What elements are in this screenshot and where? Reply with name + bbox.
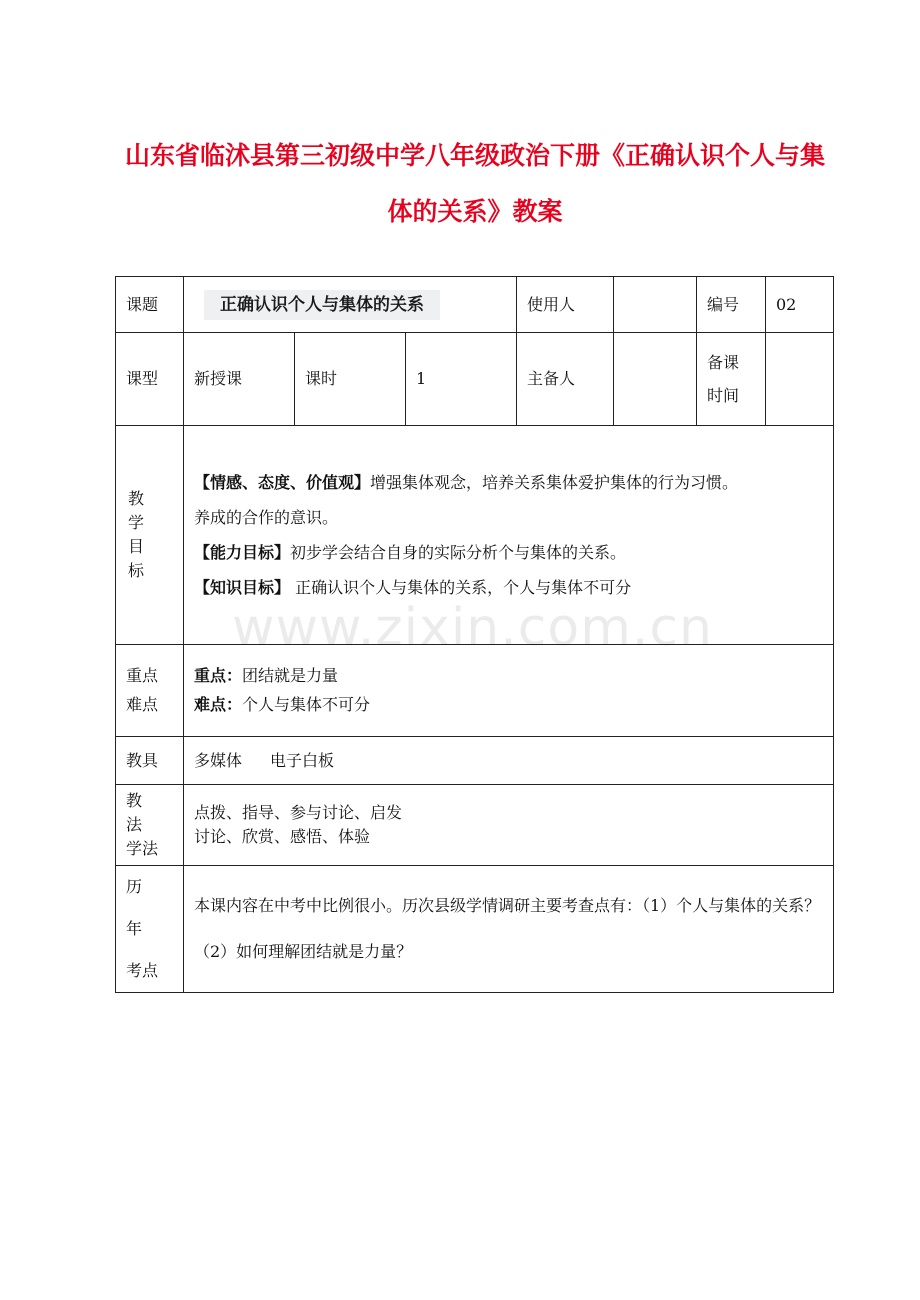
prep-time-label (697, 333, 766, 426)
row-keypoints (116, 645, 834, 737)
document-title-line-2: 体的关系》教案 (387, 197, 563, 226)
ability-tag: 【能力目标】 (194, 543, 291, 562)
user-value (614, 277, 697, 333)
tools-content (184, 737, 834, 785)
ability-text: 初步学会结合自身的实际分析个与集体的关系。 (290, 543, 627, 562)
methods-line-2: 讨论、欣赏、感悟、体验 (194, 827, 371, 846)
emotion-tag: 【情感、态度、价值观】 (194, 473, 371, 492)
preparer-value (614, 333, 697, 426)
exam-label (116, 866, 184, 993)
key-point (194, 664, 823, 688)
methods-line-1: 点拨、指导、参与讨论、启发 (194, 803, 403, 822)
watermark: www.zixin.com.cn (232, 598, 713, 658)
methods-label (116, 785, 184, 866)
keypoints-label-1: 重点 (126, 666, 159, 685)
tools-item-1: 多媒体 (194, 750, 243, 770)
prep-time-value (766, 333, 834, 426)
methods-content (184, 785, 834, 866)
topic-label: 课题 (116, 277, 184, 333)
type-value: 新授课 (184, 333, 295, 426)
keypoints-content (184, 645, 834, 737)
objectives-label-char-1: 教 (128, 489, 145, 508)
emotion-objective-cont: 养成的合作的意识。 (194, 508, 339, 527)
hard-text: 个人与集体不可分 (242, 695, 371, 714)
number-value: 02 (766, 277, 834, 333)
objectives-label-char-4: 标 (128, 561, 145, 580)
document-title-line-1: 山东省临沭县第三初级中学八年级政治下册《正确认识个人与集 (124, 141, 825, 170)
document-title (110, 128, 840, 240)
period-value: 1 (406, 333, 517, 426)
tools-label: 教具 (116, 737, 184, 785)
row-exam (116, 866, 834, 993)
row-objectives (116, 426, 834, 645)
methods-label-2: 学法 (126, 839, 159, 858)
keypoints-label (116, 645, 184, 737)
objectives-content (184, 426, 834, 645)
user-label: 使用人 (517, 277, 614, 333)
period-label: 课时 (295, 333, 406, 426)
key-tag: 重点： (194, 666, 243, 685)
methods-label-1: 教法 (126, 791, 153, 834)
row-tools (116, 737, 834, 785)
knowledge-objective (194, 570, 823, 605)
exam-label-2: 考点 (126, 961, 159, 980)
ability-objective (194, 535, 823, 570)
keypoints-label-2: 难点 (126, 695, 159, 714)
objectives-label-char-2: 学 (128, 513, 145, 532)
topic-banner: 正确认识个人与集体的关系 (204, 290, 440, 320)
exam-label-1: 历年 (126, 877, 153, 938)
preparer-label: 主备人 (517, 333, 614, 426)
knowledge-tag: 【知识目标】 (194, 578, 291, 597)
hard-point (194, 693, 823, 717)
type-label: 课型 (116, 333, 184, 426)
emotion-objective (194, 465, 823, 500)
prep-time-label-1: 备课 (707, 352, 740, 372)
objectives-label (116, 426, 184, 645)
row-topic (116, 277, 834, 333)
row-methods (116, 785, 834, 866)
exam-content: 本课内容在中考中比例很小。历次县级学情调研主要考查点有：（1）个人与集体的关系？（2）如何理解团结就是力量？ (184, 866, 834, 993)
emotion-text: 增强集体观念，培养关系集体爱护集体的行为习惯。 (370, 473, 739, 492)
hard-tag: 难点： (194, 695, 243, 714)
objectives-label-char-3: 目 (128, 537, 145, 556)
lesson-plan-table (115, 276, 834, 993)
prep-time-label-2: 时间 (707, 385, 740, 405)
number-label: 编号 (697, 277, 766, 333)
key-text: 团结就是力量 (242, 666, 339, 685)
tools-item-2: 电子白板 (270, 750, 335, 770)
knowledge-text: 正确认识个人与集体的关系，个人与集体不可分 (290, 578, 632, 597)
row-type (116, 333, 834, 426)
